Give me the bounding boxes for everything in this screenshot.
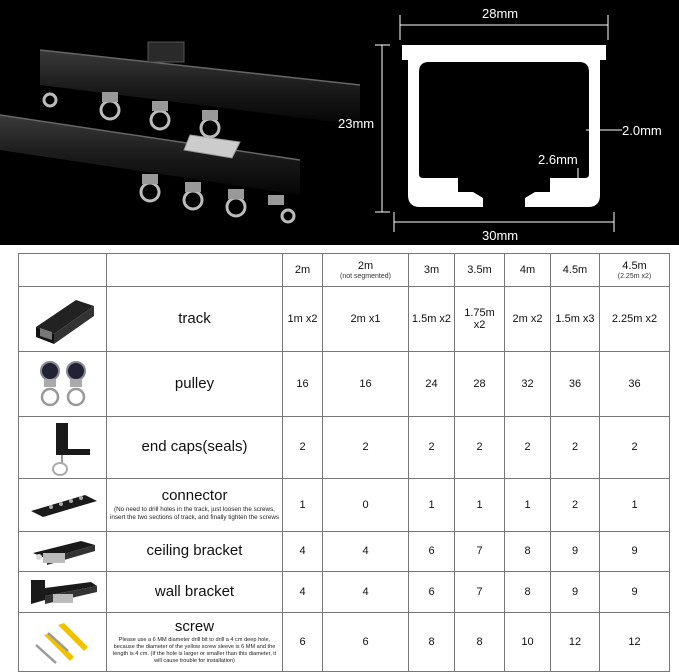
end-cap-icon	[19, 417, 107, 479]
table-row: screw Please use a 6 MM diameter drill bit to drill a 4 cm deep hole, because the diameter of the yellow screw sleeve is 6 MM and the length is 4 cm. (If the hole is larger or smaller than this diameter, it will cause trouble for installation) 6 6 8 8 10 12 12	[19, 613, 670, 672]
wall-bracket-icon	[19, 572, 107, 613]
header-item-cell	[107, 254, 283, 287]
header-3m: 3m	[409, 254, 455, 287]
height-label: 23mm	[338, 116, 375, 131]
table-row: wall bracket 4 4 6 7 8 9 9	[19, 572, 670, 613]
header-4-5m-split: 4.5m (2.25m x2)	[600, 254, 670, 287]
table-row: connector (No need to drill holes in the track, just loosen the screws, insert the two sections of track, and finally tighten the screws 1 0 1 1 1 2 1	[19, 479, 670, 532]
connector-icon	[19, 479, 107, 532]
pulley-icon	[19, 352, 107, 417]
screw-icon	[19, 613, 107, 672]
product-photo	[0, 0, 360, 245]
table-row: pulley 16 16 24 28 32 36 36	[19, 352, 670, 417]
slot-label: 2.6mm	[538, 152, 578, 167]
table-row: track 1m x2 2m x1 1.5m x2 1.75m x2 2m x2 1.5m x3 2.25m x2	[19, 287, 670, 352]
wall-thickness-label: 2.0mm	[622, 123, 662, 138]
item-connector: connector (No need to drill holes in the track, just loosen the screws, insert the two sections of track, and finally tighten the screws	[107, 479, 283, 532]
header-4m: 4m	[505, 254, 551, 287]
header-row	[19, 254, 670, 287]
header-3-5m: 3.5m	[455, 254, 505, 287]
item-wall-bracket: wall bracket	[107, 572, 283, 613]
item-screw: screw Please use a 6 MM diameter drill bit to drill a 4 cm deep hole, because the diameter of the yellow screw sleeve is 6 MM and the length is 4 cm. (If the hole is larger or smaller than this diameter, it will cause trouble for installation)	[107, 613, 283, 672]
header-2m: 2m	[283, 254, 323, 287]
item-end-caps: end caps(seals)	[107, 417, 283, 479]
profile-diagram	[338, 0, 679, 245]
header-4-5m: 4.5m	[551, 254, 600, 287]
track-icon	[19, 287, 107, 352]
ceiling-bracket-icon	[19, 532, 107, 572]
top-width-label: 28mm	[482, 6, 519, 21]
table-row: ceiling bracket 4 4 6 7 8 9 9	[19, 532, 670, 572]
item-track: track	[107, 287, 283, 352]
table-row: end caps(seals) 2 2 2 2 2 2 2	[19, 417, 670, 479]
item-pulley: pulley	[107, 352, 283, 417]
header-2m-not-segmented: 2m (not segmented)	[323, 254, 409, 287]
header-image-cell	[19, 254, 107, 287]
item-ceiling-bracket: ceiling bracket	[107, 532, 283, 572]
bottom-width-label: 30mm	[482, 228, 519, 243]
spec-table	[18, 253, 670, 672]
